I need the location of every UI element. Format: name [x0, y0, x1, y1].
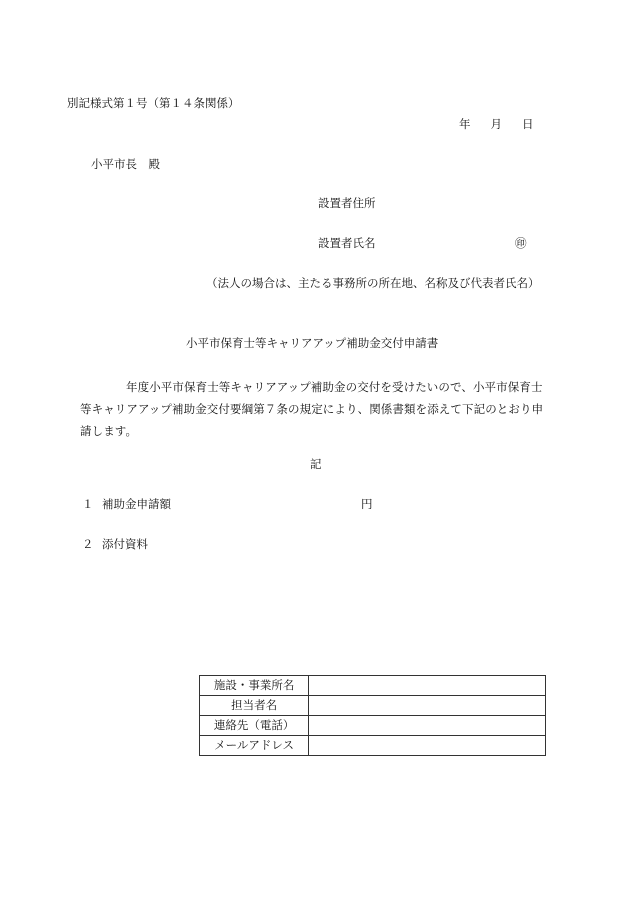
table-row	[200, 716, 546, 736]
item-subsidy-amount	[82, 498, 171, 512]
contact-person-field[interactable]	[309, 696, 546, 716]
yen-unit: 円	[361, 497, 373, 511]
date-year: 年	[459, 117, 471, 131]
applicant-name-label: 設置者氏名	[318, 236, 376, 250]
document-title: 小平市保育士等キャリアアップ補助金交付申請書	[186, 336, 439, 350]
item-attachments	[82, 538, 148, 552]
form-id: 別記様式第１号（第１４条関係）	[67, 96, 240, 110]
facility-name-label: 施設・事業所名	[200, 676, 309, 696]
contact-info-table	[199, 675, 546, 756]
phone-field[interactable]	[309, 716, 546, 736]
email-label: メールアドレス	[200, 736, 309, 756]
corporation-note: （法人の場合は、主たる事務所の所在地、名称及び代表者氏名）	[206, 276, 540, 290]
item-number: １	[82, 497, 94, 511]
facility-name-field[interactable]	[309, 676, 546, 696]
date-line	[459, 118, 534, 132]
table-row	[200, 736, 546, 756]
table-row	[200, 696, 546, 716]
phone-label: 連絡先（電話）	[200, 716, 309, 736]
item-number: ２	[82, 537, 94, 551]
contact-person-label: 担当者名	[200, 696, 309, 716]
seal-mark: ㊞	[515, 236, 527, 250]
email-field[interactable]	[309, 736, 546, 756]
date-day: 日	[522, 117, 534, 131]
ki-heading: 記	[310, 457, 322, 471]
table-row	[200, 676, 546, 696]
item-label: 補助金申請額	[102, 497, 171, 511]
addressee: 小平市長 殿	[91, 157, 160, 171]
applicant-address-label: 設置者住所	[318, 196, 376, 210]
date-month: 月	[490, 117, 502, 131]
item-label: 添付資料	[102, 537, 148, 551]
application-body-text: 年度小平市保育士等キャリアアップ補助金の交付を受けたいので、小平市保育士等キャリアアップ補助金交付要綱第７条の規定により、関係書類を添えて下記のとおり申請します。	[80, 380, 544, 438]
